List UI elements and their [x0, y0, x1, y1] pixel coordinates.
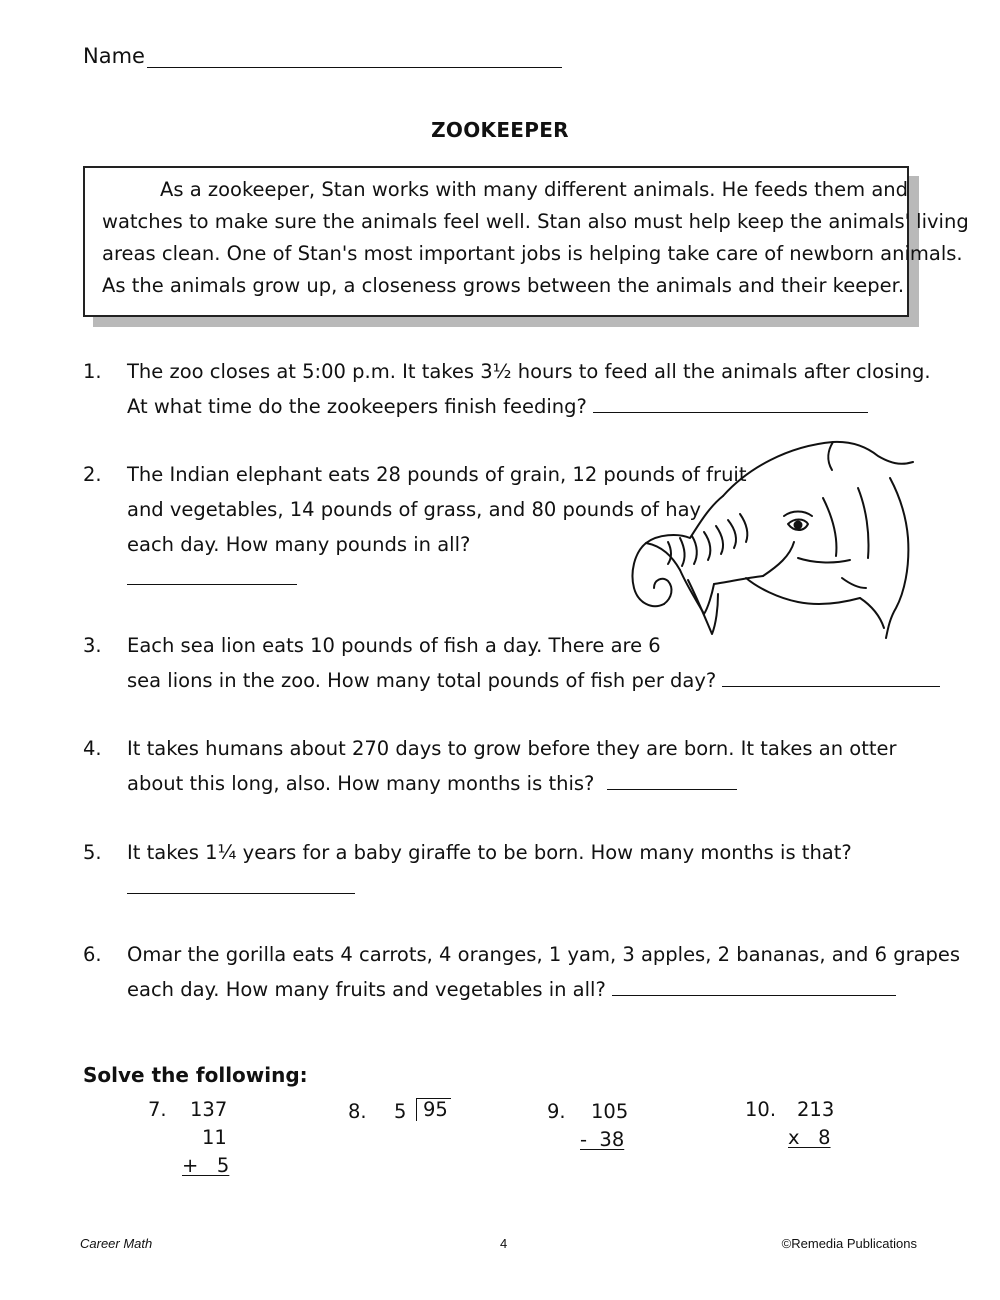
solve-section-title: Solve the following: — [83, 1063, 308, 1087]
problem-divisor: 5 — [394, 1100, 407, 1123]
question-text-row — [127, 978, 896, 1001]
intro-box — [83, 166, 969, 317]
question-number: 3. — [83, 634, 102, 657]
question-text-row — [127, 395, 868, 418]
answer-blank[interactable] — [127, 567, 297, 585]
question-number: 6. — [83, 943, 102, 966]
question-text: about this long, also. How many months is this? — [127, 772, 595, 795]
problem-number: 8. — [348, 1100, 367, 1123]
footer-copyright: ©Remedia Publications — [781, 1236, 917, 1251]
intro-line: As a zookeeper, Stan works with many different animals. He feeds them and — [160, 178, 909, 201]
intro-line: As the animals grow up, a closeness grows between the animals and their keeper. — [102, 274, 905, 297]
question-number: 4. — [83, 737, 102, 760]
page-title: ZOOKEEPER — [431, 118, 569, 142]
question-text: At what time do the zookeepers finish feeding? — [127, 395, 587, 418]
answer-blank[interactable] — [607, 772, 737, 790]
question-number: 5. — [83, 841, 102, 864]
answer-blank[interactable] — [612, 978, 896, 996]
name-label: Name — [83, 44, 145, 68]
answer-blank[interactable] — [127, 876, 355, 894]
question-text: each day. How many fruits and vegetables in all? — [127, 978, 606, 1001]
intro-line: watches to make sure the animals feel well. Stan also must help keep the animals' living — [102, 210, 969, 233]
problem-operand: 213 — [797, 1098, 835, 1121]
question-text: and vegetables, 14 pounds of grass, and 80 pounds of hay — [127, 498, 702, 521]
answer-blank[interactable] — [593, 395, 868, 413]
question-text: each day. How many pounds in all? — [127, 533, 471, 556]
intro-line: areas clean. One of Stan's most important jobs is helping take care of newborn animals. — [102, 242, 963, 265]
question-text: It takes 1¼ years for a baby giraffe to be born. How many months is that? — [127, 841, 852, 864]
problem-number: 7. — [148, 1098, 167, 1121]
problem-operand: 105 — [591, 1100, 629, 1123]
name-blank[interactable] — [147, 46, 562, 68]
question-text: The zoo closes at 5:00 p.m. It takes 3½ hours to feed all the animals after closing. — [127, 360, 931, 383]
problem-number: 9. — [547, 1100, 566, 1123]
question-text: sea lions in the zoo. How many total pounds of fish per day? — [127, 669, 717, 692]
problem-operand: x 8 — [788, 1126, 831, 1149]
problem-operand: - 38 — [580, 1128, 625, 1151]
question-text: It takes humans about 270 days to grow before they are born. It takes an otter — [127, 737, 897, 760]
question-text: Omar the gorilla eats 4 carrots, 4 oranges, 1 yam, 3 apples, 2 bananas, and 6 grapes — [127, 943, 961, 966]
problem-operand: + 5 — [182, 1154, 230, 1177]
elephant-head-icon — [628, 438, 924, 640]
question-text: Each sea lion eats 10 pounds of fish a day. There are 6 — [127, 634, 661, 657]
footer-page-number: 4 — [500, 1236, 508, 1251]
answer-blank[interactable] — [722, 669, 940, 687]
question-text-row — [127, 772, 737, 795]
problem-operand: 137 — [190, 1098, 228, 1121]
name-field-row — [83, 44, 562, 68]
question-text: The Indian elephant eats 28 pounds of grain, 12 pounds of fruit — [127, 463, 747, 486]
question-number: 1. — [83, 360, 102, 383]
question-text-row — [127, 669, 940, 692]
footer-book-title: Career Math — [80, 1236, 153, 1251]
problem-number: 10. — [745, 1098, 777, 1121]
question-number: 2. — [83, 463, 102, 486]
problem-dividend: 95 — [416, 1098, 451, 1121]
problem-operand: 11 — [202, 1126, 227, 1149]
